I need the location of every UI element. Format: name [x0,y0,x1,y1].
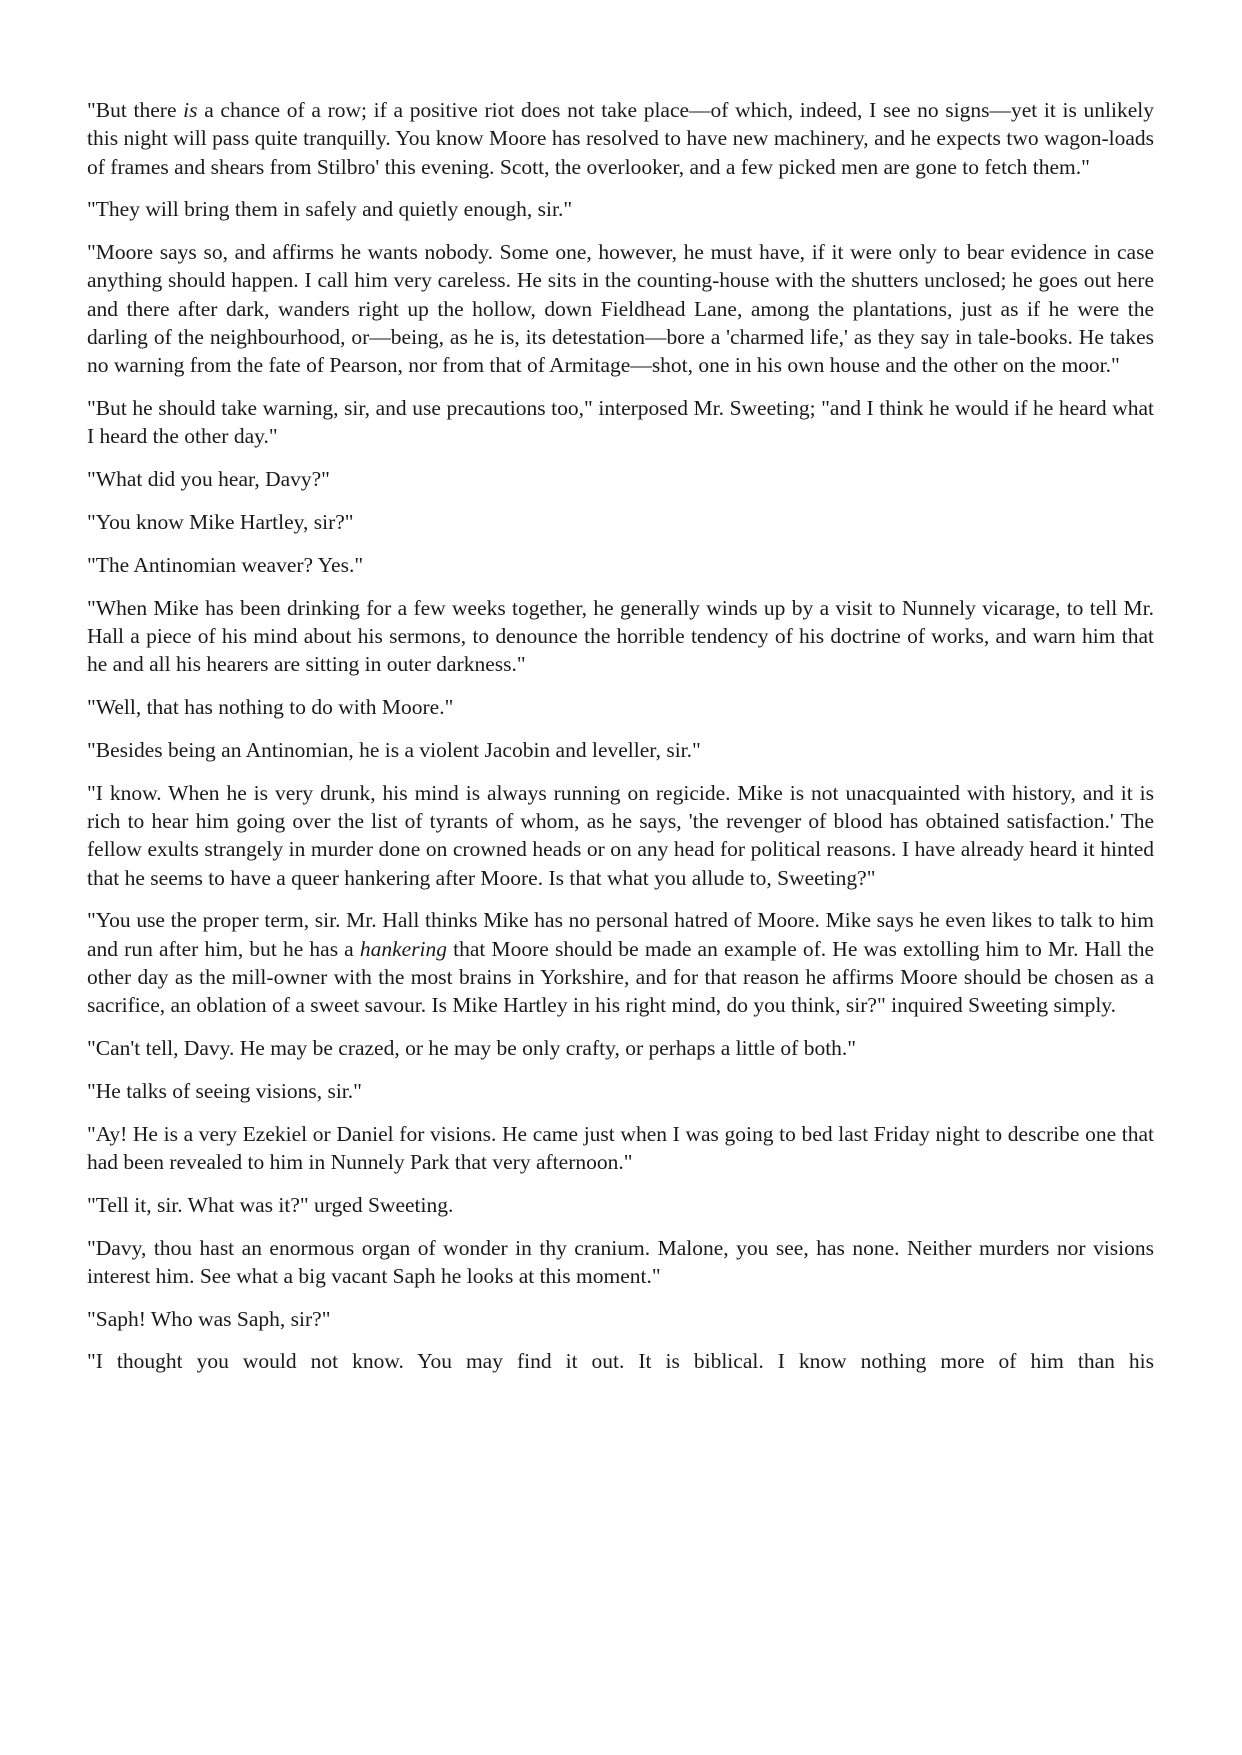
paragraph: "Can't tell, Davy. He may be crazed, or he may be only crafty, or perhaps a little of both." [87,1036,857,1061]
paragraph: "What did you hear, Davy?" [87,467,330,492]
paragraph: "Davy, thou hast an enormous organ of wonder in thy cranium. Malone, you see, has none. Neither murders nor visions interest him. See what a big vacant Saph he looks at this moment." [87,1235,1154,1288]
paragraph: "But he should take warning, sir, and use precautions too," interposed Mr. Sweeting; "and I think he would if he heard what I heard the other day." [87,396,1154,449]
paragraph: "I know. When he is very drunk, his mind is always running on regicide. Mike is not unacquainted with history, and it is rich to hear him going over the list of tyrants of whom, as he says, 'the revenger of blood has obtained satisfaction.' The fellow exults strangely in murder done on crowned heads or on any head for political reasons. I have already heard it hinted that he seems to have a queer hankering after Moore. Is that what you allude to, Sweeting?" [87,780,1154,890]
paragraph: "They will bring them in safely and quietly enough, sir." [87,197,573,222]
paragraph: "He talks of seeing visions, sir." [87,1078,362,1103]
paragraph: "When Mike has been drinking for a few weeks together, he generally winds up by a visit to Nunnely vicarage, to tell Mr. Hall a piece of his mind about his sermons, to denounce the horrible tendency of his doctrine of works, and warn him that he and all his hearers are sitting in outer darkness." [87,595,1154,677]
paragraph: "But there is a chance of a row; if a positive riot does not take place—of which, indeed, I see no signs—yet it is unlikely this night will pass quite tranquilly. You know Moore has resolved to have new machinery, and he expects two wagon-loads of frames and shears from Stilbro' this evening. Scott, the overlooker, and a few picked men are gone to fetch them." [87,98,1155,179]
paragraph: "Besides being an Antinomian, he is a violent Jacobin and leveller, sir." [87,737,701,762]
paragraph: "Ay! He is a very Ezekiel or Daniel for visions. He came just when I was going to bed last Friday night to describe one that had been revealed to him in Nunnely Park that very afternoon." [87,1121,1154,1174]
paragraph: "Well, that has nothing to do with Moore." [87,695,454,720]
paragraph: "Tell it, sir. What was it?" urged Sweeting. [87,1192,454,1217]
paragraph: "Saph! Who was Saph, sir?" [87,1306,331,1331]
paragraph: "I thought you would not know. You may find it out. It is biblical. I know nothing more of him than his [87,1349,1154,1374]
paragraph: "You know Mike Hartley, sir?" [87,510,354,535]
paragraph: "The Antinomian weaver? Yes." [87,552,364,577]
paragraph: "Moore says so, and affirms he wants nobody. Some one, however, he must have, if it were only to bear evidence in case anything should happen. I call him very careless. He sits in the counting-house with the shutters unclosed; he goes out here and there after dark, wanders right up the hollow, down Fieldhead Lane, among the plantations, just as if he were the darling of the neighbourhood, or—being, as he is, its detestation—bore a 'charmed life,' as they say in tale-books. He takes no warning from the fate of Pearson, nor from that of Armitage—shot, one in his own house and the other on the moor." [87,240,1154,378]
document-page [87,96,1154,1390]
paragraph: "You use the proper term, sir. Mr. Hall thinks Mike has no personal hatred of Moore. Mike says he even likes to talk to him and run after him, but he has a hankering that Moore should be made an example of. He was extolling him to Mr. Hall the other day as the mill-owner with the most brains in Yorkshire, and for that reason he affirms Moore should be chosen as a sacrifice, an oblation of a sweet savour. Is Mike Hartley in his right mind, do you think, sir?" inquired Sweeting simply. [87,908,1155,1018]
